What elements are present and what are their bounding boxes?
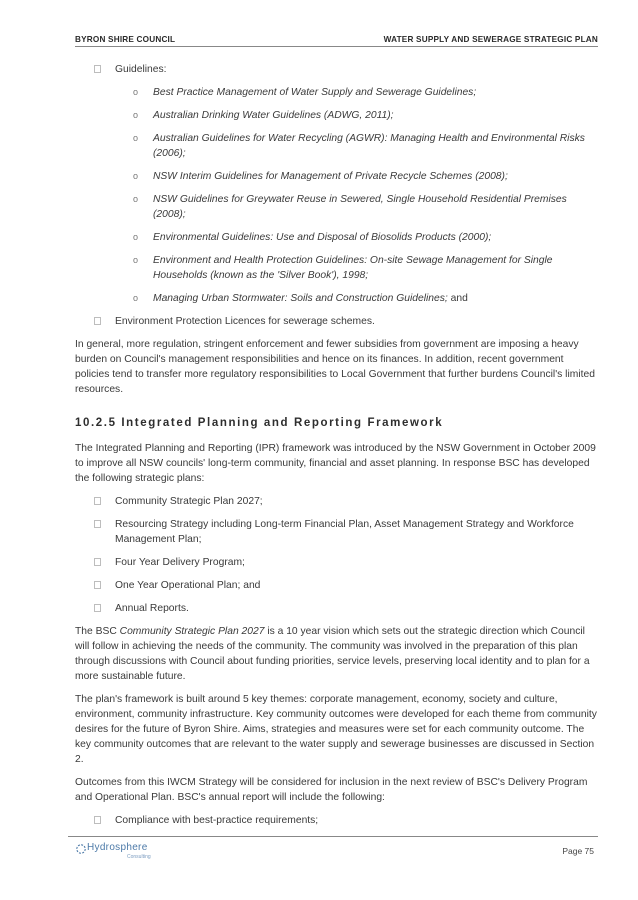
paragraph-csp <box>75 624 598 684</box>
page-content <box>75 62 598 836</box>
checkbox-bullet-icon <box>94 65 101 73</box>
page-header <box>75 30 598 47</box>
checkbox-bullet-icon <box>94 581 101 589</box>
para-text: The BSC <box>75 626 120 637</box>
sub-bullet <box>75 131 598 161</box>
para-text: is a 10 year vision which sets out the strategic direction which Council will follow in achieving the needs of the community. The community was involved in the preparation of this plan through discussions with Council about funding priorities, service levels, preserving local identity and to plan for a more sustainable future. <box>75 626 590 682</box>
footer-divider <box>68 836 598 837</box>
sub-bullet-text: NSW Interim Guidelines for Management of Private Recycle Schemes (2008); <box>153 171 508 182</box>
sub-bullet-text-plain: and <box>447 293 468 304</box>
sub-bullet <box>75 192 598 222</box>
paragraph-themes: The plan's framework is built around 5 key themes: corporate management, economy, society and culture, environment, community infrastructure. Key community outcomes were developed for each theme from community desires for the future of Byron Shire. Aims, strategies and measures were set for each community outcome. The key community outcomes that are relevant to the water supply and sewerage businesses are discussed in Section 2. <box>75 694 597 765</box>
bullet-plan <box>75 494 598 509</box>
sub-bullet-text: Environment and Health Protection Guidelines: On-site Sewage Management for Single Households (known as the 'Silver Book'), 1998; <box>153 255 553 281</box>
bullet-text: Guidelines: <box>115 64 167 75</box>
logo-subtext: Consulting <box>127 854 151 860</box>
sub-bullet-text: Australian Guidelines for Water Recycling (AGWR): Managing Health and Environmental Risks (2006); <box>153 133 585 159</box>
sub-bullet <box>75 253 598 283</box>
csp-title-italic: Community Strategic Plan 2027 <box>119 626 265 637</box>
circle-bullet-icon: o <box>133 255 139 265</box>
checkbox-bullet-icon <box>94 497 101 505</box>
sub-bullet <box>75 85 598 100</box>
checkbox-bullet-icon <box>94 604 101 612</box>
header-org-name: BYRON SHIRE COUNCIL <box>75 35 176 44</box>
sub-bullet <box>75 169 598 184</box>
bullet-text: Community Strategic Plan 2027; <box>115 496 263 507</box>
circle-bullet-icon: o <box>133 293 139 303</box>
paragraph-regulation: In general, more regulation, stringent enforcement and fewer subsidies from government are imposing a heavy burden on Council's management responsibilities and hence on its finances. In addition, recent government policies tend to transfer more regulatory responsibilities to Local Government that further burdens Council's limited resources. <box>75 339 595 395</box>
bullet-plan <box>75 517 598 547</box>
bullet-plan <box>75 578 598 593</box>
sub-bullet <box>75 230 598 245</box>
checkbox-bullet-icon <box>94 816 101 824</box>
page-number: Page 75 <box>562 846 594 856</box>
bullet-text: Environment Protection Licences for sewerage schemes. <box>115 316 375 327</box>
sub-bullet-text-italic: Managing Urban Stormwater: Soils and Construction Guidelines; <box>153 293 448 304</box>
sub-bullet-text: Best Practice Management of Water Supply and Sewerage Guidelines; <box>153 87 477 98</box>
sub-bullet <box>75 291 598 306</box>
header-doc-title: WATER SUPPLY AND SEWERAGE STRATEGIC PLAN <box>383 35 598 44</box>
circle-bullet-icon: o <box>133 87 139 97</box>
checkbox-bullet-icon <box>94 520 101 528</box>
bullet-text: Compliance with best-practice requirements; <box>115 815 319 826</box>
circle-bullet-icon: o <box>133 194 139 204</box>
bullet-text: Annual Reports. <box>115 603 189 614</box>
bullet-guidelines <box>75 62 598 77</box>
bullet-text: Resourcing Strategy including Long-term Financial Plan, Asset Management Strategy and Workforce Management Plan; <box>115 519 574 545</box>
paragraph-outcomes: Outcomes from this IWCM Strategy will be considered for inclusion in the next review of BSC's Delivery Program and Operational Plan. BSC's annual report will include the following: <box>75 777 588 803</box>
sub-bullet <box>75 108 598 123</box>
paragraph-ipr: The Integrated Planning and Reporting (IPR) framework was introduced by the NSW Government in October 2009 to improve all NSW councils' long-term community, financial and asset planning. In response BSC has developed the following strategic plans: <box>75 443 596 484</box>
bullet-text: One Year Operational Plan; and <box>115 580 261 591</box>
bullet-text: Four Year Delivery Program; <box>115 557 245 568</box>
circle-bullet-icon: o <box>133 110 139 120</box>
logo-mark-icon <box>75 843 87 855</box>
bullet-plan <box>75 601 598 616</box>
bullet-plan <box>75 555 598 570</box>
section-heading: 10.2.5 Integrated Planning and Reporting Framework <box>75 417 444 429</box>
sub-bullet-text: NSW Guidelines for Greywater Reuse in Sewered, Single Household Residential Premises (2008); <box>153 194 567 220</box>
circle-bullet-icon: o <box>133 171 139 181</box>
sub-bullet-text: Environmental Guidelines: Use and Disposal of Biosolids Products (2000); <box>153 232 492 243</box>
bullet-compliance <box>75 813 598 828</box>
checkbox-bullet-icon <box>94 558 101 566</box>
logo-text: Hydrosphere <box>87 842 148 853</box>
circle-bullet-icon: o <box>133 232 139 242</box>
circle-bullet-icon: o <box>133 133 139 143</box>
sub-bullet-text: Australian Drinking Water Guidelines (ADWG, 2011); <box>153 110 394 121</box>
hydrosphere-logo <box>75 842 165 868</box>
bullet-licences <box>75 314 598 329</box>
checkbox-bullet-icon <box>94 317 101 325</box>
